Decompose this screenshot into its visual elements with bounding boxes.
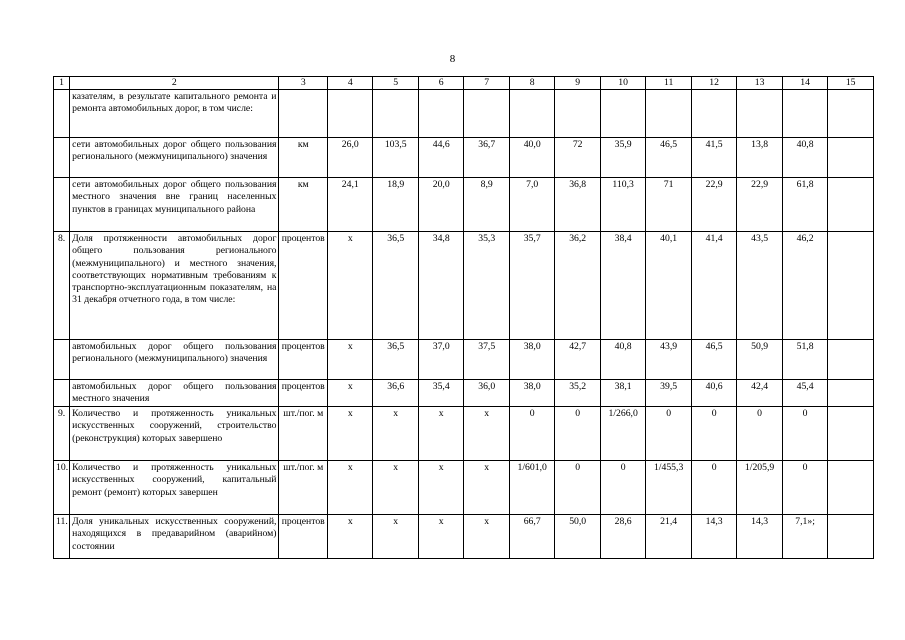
value-cell <box>509 90 554 138</box>
value-cell <box>782 90 827 138</box>
value-cell: 46,2 <box>782 232 827 340</box>
value-cell: 14,3 <box>691 515 736 559</box>
value-cell: 36,2 <box>555 232 600 340</box>
header-cell: 7 <box>464 77 509 90</box>
header-cell: 6 <box>418 77 463 90</box>
value-cell: 61,8 <box>782 178 827 232</box>
value-cell: 42,4 <box>737 380 782 407</box>
header-cell: 10 <box>600 77 645 90</box>
value-cell <box>828 340 874 380</box>
indicator-name-cell: Доля уникальных искусственных сооружений, находящихся в предаварийном (аварийном) состоянии <box>70 515 279 559</box>
unit-cell: процентов <box>279 232 328 340</box>
value-cell: 51,8 <box>782 340 827 380</box>
value-cell <box>691 90 736 138</box>
indicator-name-cell: сети автомобильных дорог общего пользования местного значения вне границ населенных пунктов в границах муниципального района <box>70 178 279 232</box>
value-cell: 45,4 <box>782 380 827 407</box>
header-cell: 5 <box>373 77 418 90</box>
value-cell: 38,0 <box>509 340 554 380</box>
row-number-cell: 10. <box>54 461 70 515</box>
value-cell: 42,7 <box>555 340 600 380</box>
row-number-cell <box>54 380 70 407</box>
value-cell: 72 <box>555 138 600 178</box>
value-cell <box>828 515 874 559</box>
value-cell: 7,1»; <box>782 515 827 559</box>
value-cell: 0 <box>782 461 827 515</box>
value-cell: 37,5 <box>464 340 509 380</box>
unit-cell: процентов <box>279 515 328 559</box>
value-cell <box>828 232 874 340</box>
value-cell: х <box>373 515 418 559</box>
value-cell: 1/455,3 <box>646 461 691 515</box>
value-cell: 22,9 <box>691 178 736 232</box>
value-cell: 35,9 <box>600 138 645 178</box>
row-number-cell: 11. <box>54 515 70 559</box>
value-cell <box>555 90 600 138</box>
value-cell: 43,5 <box>737 232 782 340</box>
value-cell: 0 <box>691 407 736 461</box>
value-cell <box>328 90 373 138</box>
value-cell: 44,6 <box>418 138 463 178</box>
page-number: 8 <box>449 53 456 65</box>
value-cell <box>464 90 509 138</box>
value-cell: 0 <box>737 407 782 461</box>
indicator-name-cell: Количество и протяженность уникальных искусственных сооружений, строительство (реконструкция) которых завершено <box>70 407 279 461</box>
value-cell: 34,8 <box>418 232 463 340</box>
indicator-name-cell: автомобильных дорог общего пользования регионального (межмуниципального) значения <box>70 340 279 380</box>
value-cell: 20,0 <box>418 178 463 232</box>
table-row <box>54 232 874 340</box>
header-cell: 12 <box>691 77 736 90</box>
value-cell: 38,4 <box>600 232 645 340</box>
value-cell: х <box>328 515 373 559</box>
table-row <box>54 138 874 178</box>
value-cell: х <box>464 407 509 461</box>
value-cell: 36,0 <box>464 380 509 407</box>
value-cell: 21,4 <box>646 515 691 559</box>
value-cell: 71 <box>646 178 691 232</box>
value-cell: 24,1 <box>328 178 373 232</box>
value-cell: 0 <box>782 407 827 461</box>
value-cell: 28,6 <box>600 515 645 559</box>
table-row <box>54 407 874 461</box>
table-row <box>54 90 874 138</box>
value-cell: 35,2 <box>555 380 600 407</box>
table-row <box>54 515 874 559</box>
value-cell: 36,7 <box>464 138 509 178</box>
row-number-cell <box>54 178 70 232</box>
indicators-table <box>53 76 874 559</box>
header-cell: 15 <box>828 77 874 90</box>
value-cell: 0 <box>600 461 645 515</box>
value-cell: х <box>328 380 373 407</box>
value-cell: 0 <box>509 407 554 461</box>
value-cell: х <box>418 407 463 461</box>
value-cell: 18,9 <box>373 178 418 232</box>
value-cell: 35,7 <box>509 232 554 340</box>
row-number-cell <box>54 138 70 178</box>
value-cell: 0 <box>555 461 600 515</box>
unit-cell: процентов <box>279 340 328 380</box>
value-cell: х <box>328 461 373 515</box>
value-cell: 22,9 <box>737 178 782 232</box>
header-cell: 2 <box>70 77 279 90</box>
indicator-name-cell: автомобильных дорог общего пользования местного значения <box>70 380 279 407</box>
value-cell: 1/205,9 <box>737 461 782 515</box>
header-cell: 11 <box>646 77 691 90</box>
unit-cell: процентов <box>279 380 328 407</box>
value-cell: 40,8 <box>782 138 827 178</box>
value-cell: х <box>464 461 509 515</box>
unit-cell: шт./пог. м <box>279 407 328 461</box>
indicator-name-cell: казателям, в результате капитального ремонта и ремонта автомобильных дорог, в том числе: <box>70 90 279 138</box>
value-cell <box>828 461 874 515</box>
value-cell: 38,1 <box>600 380 645 407</box>
value-cell <box>373 90 418 138</box>
unit-cell: км <box>279 178 328 232</box>
header-cell: 13 <box>737 77 782 90</box>
value-cell: 39,5 <box>646 380 691 407</box>
value-cell: 40,6 <box>691 380 736 407</box>
value-cell: х <box>418 515 463 559</box>
header-cell: 3 <box>279 77 328 90</box>
value-cell: х <box>328 232 373 340</box>
value-cell: 38,0 <box>509 380 554 407</box>
value-cell: 46,5 <box>646 138 691 178</box>
value-cell: 41,5 <box>691 138 736 178</box>
value-cell: 35,3 <box>464 232 509 340</box>
indicator-name-cell: сети автомобильных дорог общего пользования регионального (межмуниципального) значения <box>70 138 279 178</box>
value-cell: 0 <box>646 407 691 461</box>
row-number-cell: 8. <box>54 232 70 340</box>
value-cell: 36,5 <box>373 340 418 380</box>
value-cell: 43,9 <box>646 340 691 380</box>
value-cell <box>737 90 782 138</box>
value-cell: х <box>418 461 463 515</box>
value-cell: 40,8 <box>600 340 645 380</box>
value-cell: 26,0 <box>328 138 373 178</box>
table-header-row <box>54 77 874 90</box>
value-cell: 37,0 <box>418 340 463 380</box>
row-number-cell <box>54 90 70 138</box>
value-cell: х <box>464 515 509 559</box>
value-cell: х <box>328 407 373 461</box>
value-cell: 13,8 <box>737 138 782 178</box>
value-cell: 110,3 <box>600 178 645 232</box>
value-cell: 7,0 <box>509 178 554 232</box>
indicator-name-cell: Количество и протяженность уникальных искусственных сооружений, капитальный ремонт (ремонт) которых завершен <box>70 461 279 515</box>
header-cell: 8 <box>509 77 554 90</box>
value-cell: 40,0 <box>509 138 554 178</box>
table-row <box>54 461 874 515</box>
value-cell <box>600 90 645 138</box>
header-cell: 9 <box>555 77 600 90</box>
table-row <box>54 380 874 407</box>
value-cell: 41,4 <box>691 232 736 340</box>
value-cell: 14,3 <box>737 515 782 559</box>
value-cell <box>646 90 691 138</box>
value-cell <box>828 380 874 407</box>
table-row <box>54 178 874 232</box>
value-cell: 103,5 <box>373 138 418 178</box>
value-cell: 50,0 <box>555 515 600 559</box>
header-cell: 1 <box>54 77 70 90</box>
value-cell <box>828 407 874 461</box>
value-cell: 50,9 <box>737 340 782 380</box>
value-cell: х <box>373 461 418 515</box>
value-cell: 0 <box>555 407 600 461</box>
value-cell: 36,5 <box>373 232 418 340</box>
value-cell <box>828 138 874 178</box>
unit-cell: км <box>279 138 328 178</box>
row-number-cell <box>54 340 70 380</box>
value-cell: 66,7 <box>509 515 554 559</box>
value-cell: 35,4 <box>418 380 463 407</box>
value-cell: 8,9 <box>464 178 509 232</box>
value-cell <box>828 90 874 138</box>
value-cell: 36,6 <box>373 380 418 407</box>
value-cell: х <box>373 407 418 461</box>
value-cell: 0 <box>691 461 736 515</box>
indicator-name-cell: Доля протяженности автомобильных дорог общего пользования регионального (межмуниципального) и местного значения, соответствующих нормативным требованиям к транспортно-эксплуатационным показателям, на 31 декабря отчетного года, в том числе: <box>70 232 279 340</box>
header-cell: 4 <box>328 77 373 90</box>
value-cell <box>828 178 874 232</box>
unit-cell <box>279 90 328 138</box>
value-cell <box>418 90 463 138</box>
unit-cell: шт./пог. м <box>279 461 328 515</box>
value-cell: 46,5 <box>691 340 736 380</box>
value-cell: 40,1 <box>646 232 691 340</box>
row-number-cell: 9. <box>54 407 70 461</box>
header-cell: 14 <box>782 77 827 90</box>
value-cell: х <box>328 340 373 380</box>
table-row <box>54 340 874 380</box>
value-cell: 1/601,0 <box>509 461 554 515</box>
value-cell: 1/266,0 <box>600 407 645 461</box>
value-cell: 36,8 <box>555 178 600 232</box>
